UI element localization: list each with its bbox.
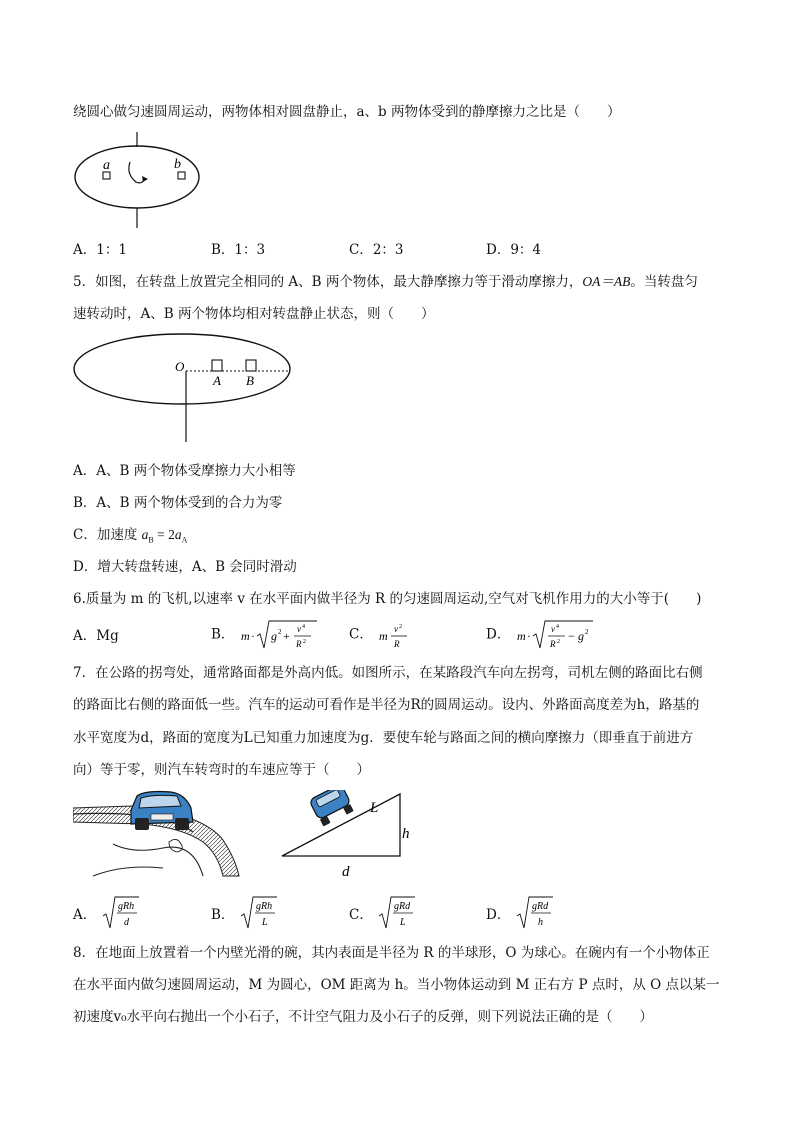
q8-stem-line3: 初速度v₀水平向右抛出一个小石子，不计空气阻力及小石子的反弹，则下列说法正确的是（ ） bbox=[73, 1009, 654, 1025]
svg-text:·: · bbox=[526, 629, 531, 643]
svg-text:gRd: gRd bbox=[531, 901, 548, 912]
q5-label-o: O bbox=[175, 359, 185, 374]
svg-text:R: R bbox=[394, 639, 400, 649]
q7-option-a-formula bbox=[101, 894, 141, 937]
q4-option-c[interactable]: C．2：3 bbox=[349, 242, 404, 258]
svg-text:−: − bbox=[567, 629, 575, 643]
q7-label-h: h bbox=[402, 826, 410, 842]
q6-option-a[interactable]: A．Mg bbox=[73, 628, 119, 644]
q4-option-d[interactable]: D．9：4 bbox=[486, 242, 542, 258]
q6-option-c-formula bbox=[377, 618, 411, 652]
q6-option-c[interactable]: C． m v 2 R bbox=[349, 618, 411, 652]
q7-label-d: d bbox=[342, 864, 350, 880]
svg-text:4: 4 bbox=[555, 624, 559, 630]
q7-option-b-formula bbox=[239, 894, 279, 937]
q5-label-a: A bbox=[213, 373, 221, 388]
svg-text:R: R bbox=[549, 639, 556, 649]
q7-option-c[interactable]: C． gRd L bbox=[349, 894, 417, 937]
q7-stem-line4: 向）等于零，则汽车转弯时的车速应等于（ ） bbox=[73, 762, 370, 778]
q7-option-d[interactable]: D． gRd h bbox=[486, 894, 555, 937]
q7-option-b[interactable]: B． gRh L bbox=[211, 894, 279, 937]
svg-text:2: 2 bbox=[584, 628, 589, 636]
q5-stem-line2: 速转动时，A、B 两个物体均相对转盘静止状态，则（ ） bbox=[73, 306, 435, 322]
svg-text:L: L bbox=[400, 917, 406, 928]
q6-option-d[interactable]: D． m · v 4 R 2 − g 2 bbox=[486, 618, 595, 652]
svg-text:g: g bbox=[577, 629, 584, 643]
q5-option-a[interactable]: A．A、B 两个物体受摩擦力大小相等 bbox=[73, 463, 296, 479]
q4-label-a: a bbox=[103, 158, 110, 173]
q4-figure bbox=[70, 132, 205, 232]
q5-option-c-formula: $a_B = 2a_A$ bbox=[141, 527, 188, 545]
q4-label-b: b bbox=[174, 157, 181, 172]
q5-option-c[interactable]: C．加速度 $a_B = 2a_A$ bbox=[73, 527, 188, 545]
q7-option-c-formula bbox=[377, 894, 417, 937]
q6-option-b-formula bbox=[239, 618, 319, 652]
svg-text:v: v bbox=[296, 624, 301, 634]
q7-car-road-figure bbox=[73, 784, 243, 878]
q7-option-d-formula bbox=[515, 894, 555, 937]
svg-text:2: 2 bbox=[556, 639, 560, 645]
svg-text:m: m bbox=[516, 629, 526, 643]
svg-text:gRd: gRd bbox=[394, 901, 411, 912]
q8-stem-line2: 在水平面内做匀速圆周运动，M 为圆心，OM 距离为 h。当小物体运动到 M 正右方 P 点时，从 O 点以某一 bbox=[73, 977, 720, 993]
q4-stem: 绕圆心做匀速圆周运动，两物体相对圆盘静止，a、b 两物体受到的静摩擦力之比是（ ） bbox=[73, 104, 621, 120]
svg-text:m: m bbox=[240, 629, 250, 643]
q6-option-d-formula bbox=[515, 618, 595, 652]
q6-option-b[interactable]: B． m · g 2 + v 4 R 2 bbox=[211, 618, 319, 652]
svg-text:gRh: gRh bbox=[117, 901, 134, 912]
q7-incline-figure bbox=[278, 790, 418, 882]
svg-text:d: d bbox=[123, 917, 129, 928]
svg-text:h: h bbox=[537, 917, 543, 928]
q5-stem-line1: 5．如图，在转盘上放置完全相同的 A、B 两个物体，最大静摩擦力等于滑动摩擦力，OA＝AB。当转盘匀 bbox=[73, 274, 698, 290]
svg-text:R: R bbox=[295, 639, 302, 649]
svg-text:2: 2 bbox=[277, 628, 282, 636]
svg-text:2: 2 bbox=[399, 624, 403, 630]
q5-figure bbox=[70, 332, 295, 444]
q5-option-d[interactable]: D．增大转盘转速，A、B 会同时滑动 bbox=[73, 559, 297, 575]
svg-text:·: · bbox=[250, 629, 255, 643]
q5-option-b[interactable]: B．A、B 两个物体受到的合力为零 bbox=[73, 495, 283, 511]
svg-text:g: g bbox=[270, 629, 277, 643]
q6-stem: 6.质量为 m 的飞机,以速率 v 在水平面内做半径为 R 的匀速圆周运动,空气对飞机作用力的大小等于( ) bbox=[73, 591, 702, 607]
svg-text:v: v bbox=[394, 624, 399, 634]
q4-option-a[interactable]: A．1：1 bbox=[73, 242, 127, 258]
q4-option-b[interactable]: B．1：3 bbox=[211, 242, 266, 258]
q5-label-b: B bbox=[246, 373, 254, 388]
q8-stem-line1: 8．在地面上放置着一个内壁光滑的碗，其内表面是半径为 R 的半球形，O 为球心。在碗内有一个小物体正 bbox=[73, 945, 710, 961]
q7-label-l: L bbox=[370, 800, 379, 816]
svg-text:2: 2 bbox=[302, 639, 306, 645]
svg-text:m: m bbox=[379, 629, 388, 643]
svg-text:L: L bbox=[261, 917, 268, 928]
q7-option-a[interactable]: A． gRh d bbox=[73, 894, 141, 937]
q7-stem-line1: 7．在公路的拐弯处，通常路面都是外高内低。如图所示，在某路段汽车向左拐弯，司机左侧的路面比右侧 bbox=[73, 665, 703, 681]
svg-text:+: + bbox=[282, 629, 290, 643]
svg-text:v: v bbox=[550, 624, 555, 634]
svg-text:gRh: gRh bbox=[255, 901, 272, 912]
q7-stem-line2: 的路面比右侧的路面低一些。汽车的运动可看作是半径为R的圆周运动。设内、外路面高度差为h，路基的 bbox=[73, 697, 700, 713]
q7-stem-line3: 水平宽度为d，路面的宽度为L已知重力加速度为g．要使车轮与路面之间的横向摩擦力（即垂直于前进方 bbox=[73, 730, 694, 746]
svg-text:4: 4 bbox=[301, 624, 305, 630]
